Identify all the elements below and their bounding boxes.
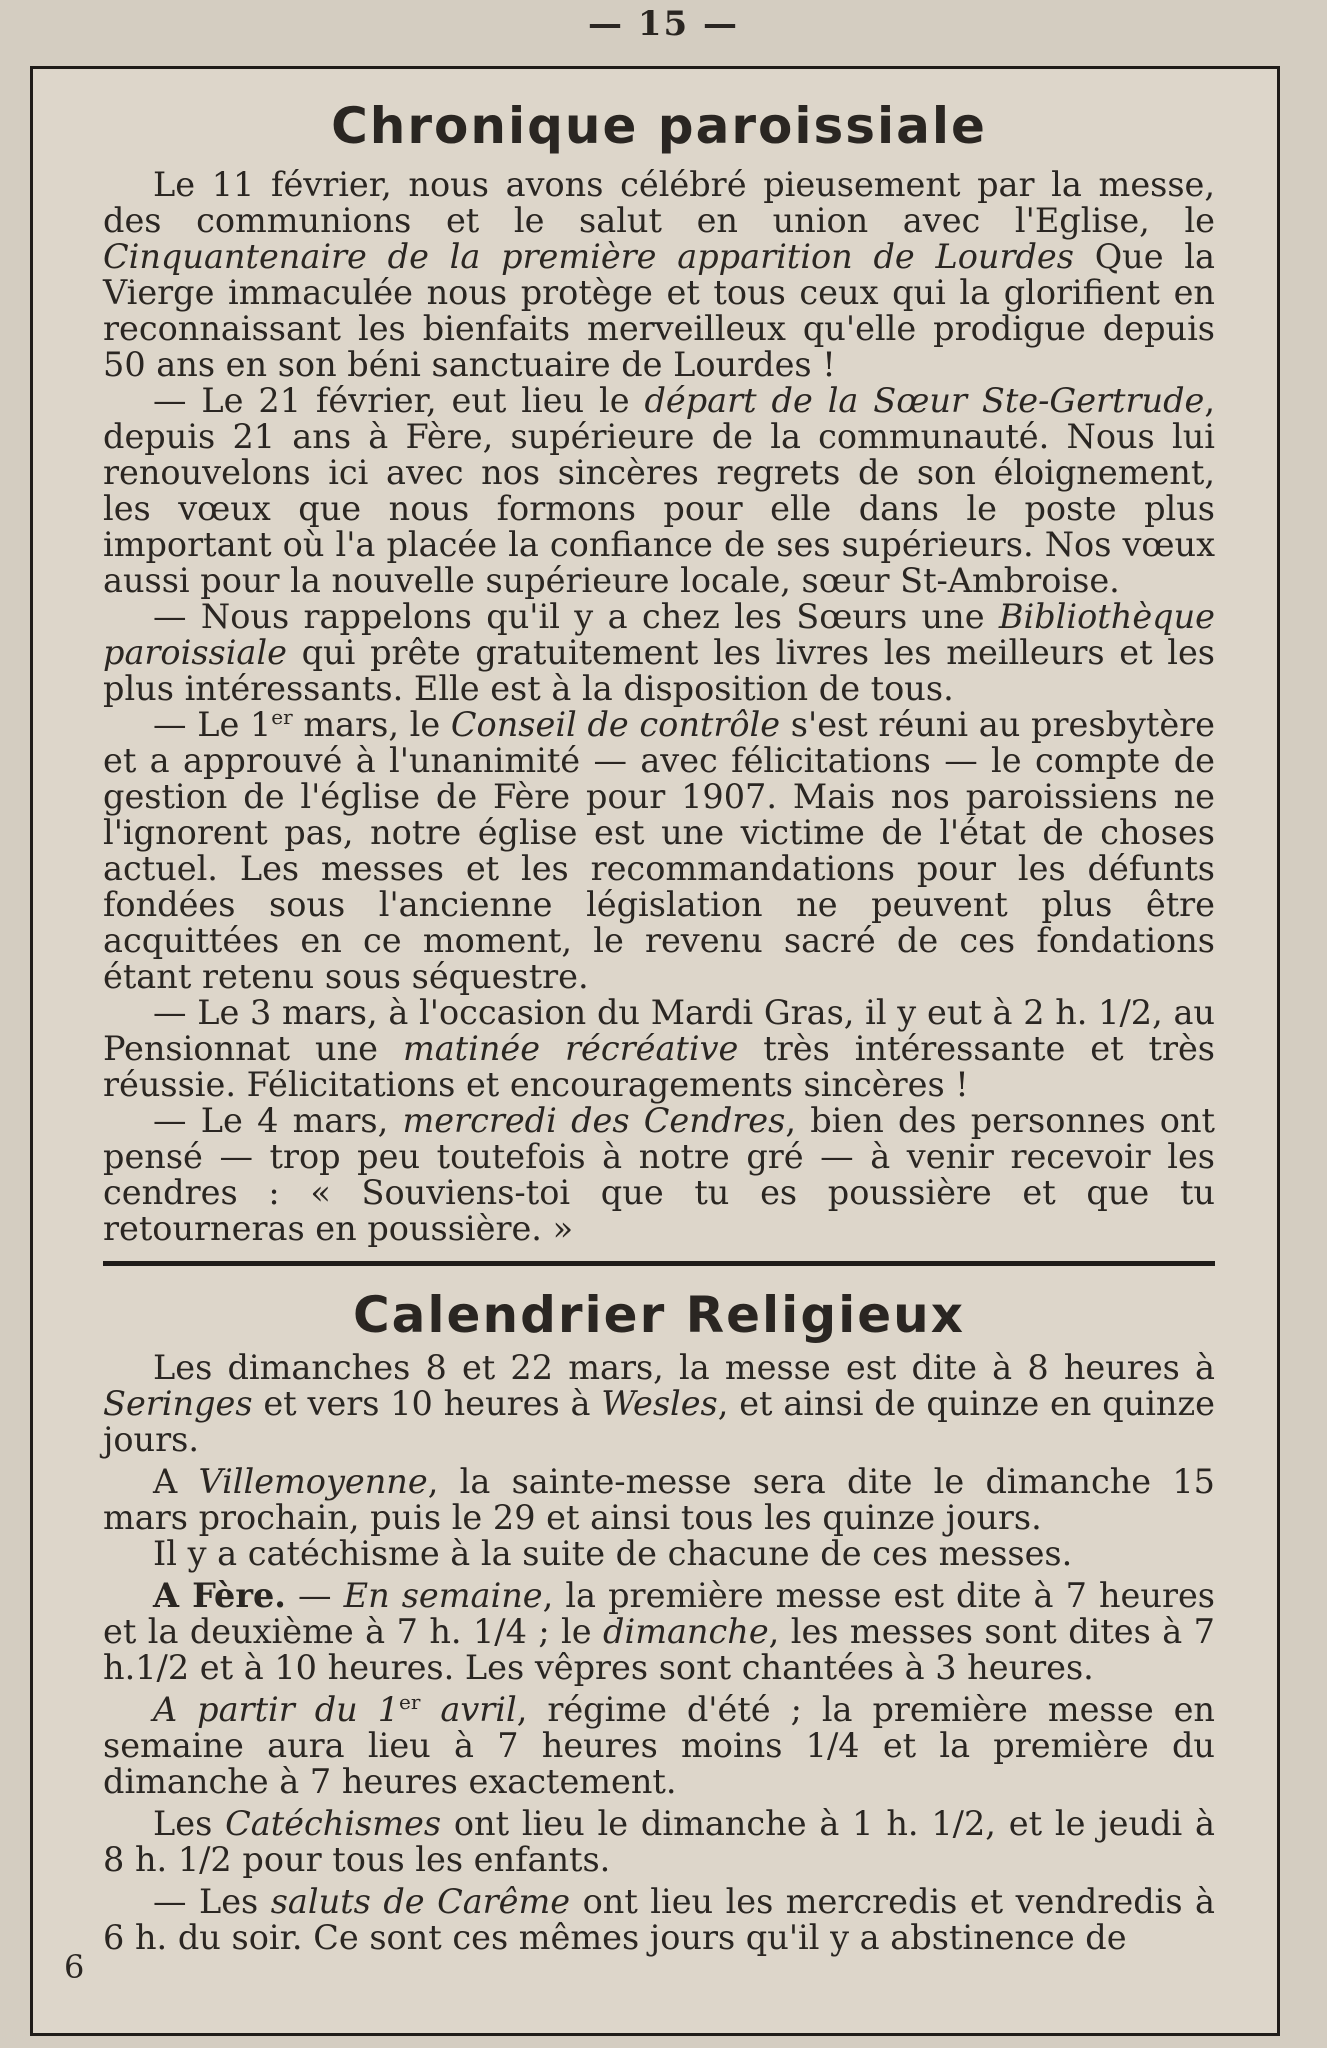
chronique-body [103, 167, 1215, 1247]
calendrier-paragraph: A Villemoyenne, la sainte-messe sera dite le dimanche 15 mars prochain, puis le 29 et ainsi tous les quinze jours. [103, 1462, 1215, 1537]
calendrier-paragraph: Il y a catéchisme à la suite de chacune de ces messes. [153, 1534, 1073, 1573]
page-content [103, 97, 1215, 1956]
chronique-paragraph: — Le 1er mars, le Conseil de contrôle s'est réuni au presbytère et a approuvé à l'unanimité — avec félicitations — le compte de gestion de l'église de Fère pour 1907. Mais nos paroissiens ne l'ignorent pas, notre église est une victime de l'état de choses actuel. Les messes et les recommandations pour les défunts fondées sous l'ancienne législation ne peuvent plus être acquittées en ce moment, le revenu sacré de ces fondations étant retenu sous séquestre. [103, 704, 1216, 996]
chronique-title: Chronique paroissiale [331, 97, 987, 155]
calendrier-paragraph: — Les saluts de Carême ont lieu les mercredis et vendredis à 6 h. du soir. Ce sont ces mêmes jours qu'il y a abstinence de [103, 1882, 1215, 1957]
bordered-frame [30, 66, 1280, 2036]
chronique-paragraph: — Le 4 mars, mercredi des Cendres, bien des personnes ont pensé — trop peu toutefois à notre gré — à venir recevoir les cendres : « Souviens-toi que tu es poussière et que tu retourneras en poussière. » [103, 1101, 1215, 1248]
calendrier-paragraph: Les dimanches 8 et 22 mars, la messe est dite à 8 heures à Seringes et vers 10 heures à Wesles, et ainsi de quinze en quinze jours. [103, 1348, 1215, 1459]
chronique-paragraph: — Le 21 février, eut lieu le départ de la Sœur Ste-Gertrude, depuis 21 ans à Fère, supérieure de la communauté. Nous lui renouvelons ici avec nos sincères regrets de son éloignement, les vœux que nous formons pour elle dans le poste plus important où l'a placée la confiance de ses supérieurs. Nos vœux aussi pour la nouvelle supérieure locale, sœur St-Ambroise. [103, 381, 1216, 600]
chronique-paragraph: — Nous rappelons qu'il y a chez les Sœurs une Bibliothèque paroissiale qui prête gratuitement les livres les meilleurs et les plus intéressants. Elle est à la disposition de tous. [103, 597, 1215, 708]
calendrier-paragraph: A Fère. — En semaine, la première messe est dite à 7 heures et la deuxième à 7 h. 1/4 ; le dimanche, les messes sont dites à 7 h.1/2 et à 10 heures. Les vêpres sont chantées à 3 heures. [103, 1576, 1215, 1687]
page-number: — 15 — [588, 4, 739, 44]
chronique-paragraph: Le 11 février, nous avons célébré pieusement par la messe, des communions et le salut en union avec l'Eglise, le Cinquantenaire de la première apparition de Lourdes Que la Vierge immaculée nous protège et tous ceux qui la glorifient en reconnaissant les bienfaits merveilleux qu'elle prodigue depuis 50 ans en son béni sanctuaire de Lourdes ! [103, 165, 1215, 384]
calendrier-body [103, 1350, 1215, 1956]
calendrier-title: Calendrier Religieux [352, 1286, 966, 1344]
section-divider [103, 1261, 1215, 1266]
calendrier-paragraph: Les Catéchismes ont lieu le dimanche à 1 h. 1/2, et le jeudi à 8 h. 1/2 pour tous les enfants. [103, 1804, 1215, 1879]
chronique-paragraph: — Le 3 mars, à l'occasion du Mardi Gras, il y eut à 2 h. 1/2, au Pensionnat une matinée récréative très intéressante et très réussie. Félicitations et encouragements sincères ! [103, 993, 1215, 1104]
footer-number: 6 [64, 1948, 85, 1986]
calendrier-paragraph: A partir du 1er avril, régime d'été ; la première messe en semaine aura lieu à 7 heures moins 1/4 et la première du dimanche à 7 heures exactement. [103, 1689, 1215, 1801]
